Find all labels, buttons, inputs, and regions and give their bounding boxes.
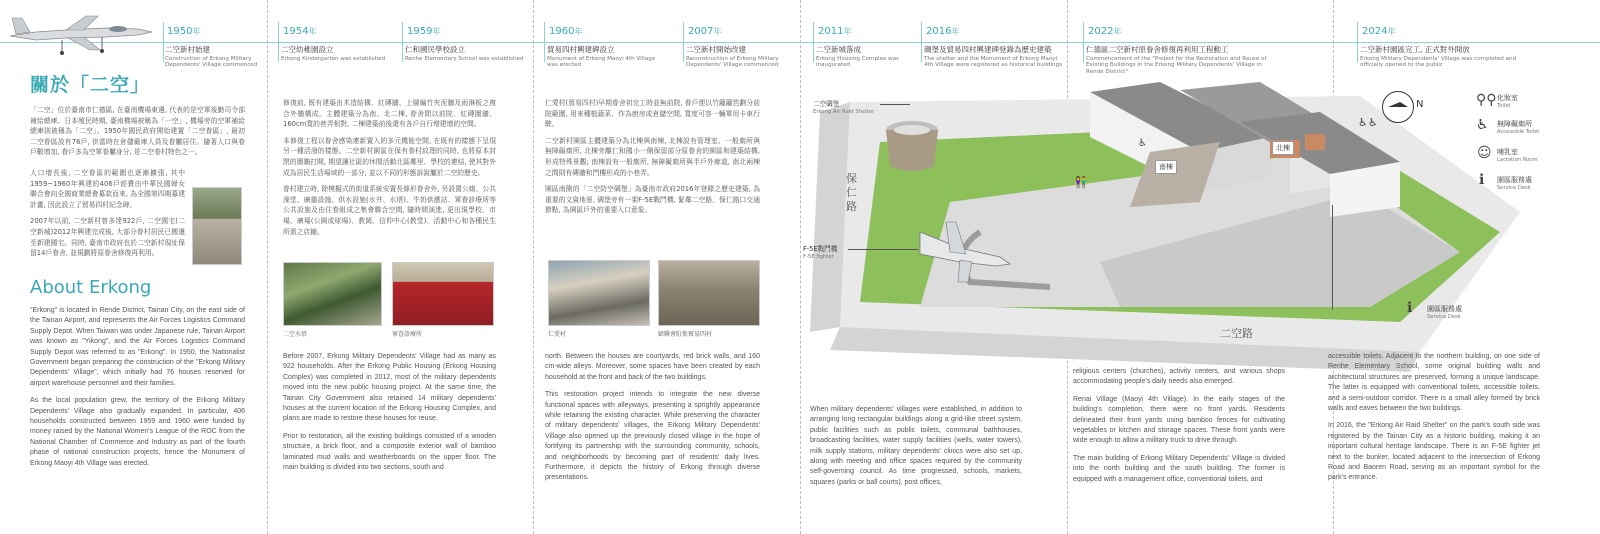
- timeline-year: 2024年: [1362, 26, 1396, 37]
- col2-en-p1: Before 2007, Erkong Military Dependents' Village had as many as 922 households. After the Erkong Public Housing (Erkong Housing Complex) was completed in 2012, most of the military dependents moved into the new public housing project. At the same time, the Tainan City Government also retained 14 military dependents' houses at the current location of the Erkong Housing Complex, and plans are made to restore these houses for reuse.: [283, 353, 496, 423]
- fighter-label: F-5E戰鬥機 F-5E fighter: [803, 245, 838, 260]
- timeline-event: 二空新村開始改建 Reconstruction of Erkong Military Dependents' Village commenced: [686, 45, 779, 69]
- toilet-icon: 👫: [1074, 176, 1088, 189]
- monument-photo: [192, 187, 242, 265]
- timeline-tick: [921, 22, 922, 62]
- renai-village-photo: [548, 260, 650, 326]
- about-zh-p2-wrap: [30, 168, 185, 265]
- timeline-tick: [813, 22, 814, 62]
- compass-icon: [1382, 91, 1414, 123]
- about-en-title: About Erkong: [30, 277, 152, 298]
- clinic-photo: [392, 262, 494, 326]
- legend-item: 園區服務處 Service Desk: [1497, 176, 1532, 191]
- col2-zh-p2: 本修復工程以眷舍感染連新置入的多元機能空間, 在既有的樣態下呈現另一種活潑的樣態。二空新村園區在保有眷村紋理的同時, 也將原本封閉的圍牆打開, 期望讓社區的休閒活動北區鄰里、學校的連結, 使其對外成為居民生活場域的一部分, 並以不同的形態訴說屬於二空的歷史。: [283, 136, 496, 177]
- col2-zh: [283, 98, 496, 243]
- about-zh-p3: 2007年以前, 二空新村曾多達922戶, 二空國宅(二空新城)2012年興建完成後, 大部分眷村居民已搬遷至新建國宅。同時, 臺南市政府也於二空新村現址保留14戶眷舍, 並規劃將原眷舍修復再利用。: [30, 217, 185, 258]
- col6-en: [1073, 367, 1285, 492]
- photo-caption: 婦聯會駐紮貿易四村: [658, 331, 713, 338]
- leader-line: [880, 104, 910, 105]
- fold-line: [267, 0, 268, 534]
- about-zh-section: [30, 70, 245, 164]
- fold-line: [533, 0, 534, 534]
- col5-en: [810, 405, 1022, 495]
- col6-en-p2: Renai Village (Maoyi 4th Village). In the early stages of the building's completion, there were no front yards. Residents delineated their front yards using bamboo fences for cultivating vegetables or kitchen and storage spaces. These front yards were wide enough to allow a military truck to drive through.: [1073, 395, 1285, 445]
- compass-north-label: N: [1416, 99, 1424, 110]
- legend-item: 無障礙廁所 Accessible Toilet: [1497, 120, 1540, 135]
- col3-zh-p1: 仁愛村(貿易四村)早期眷舍初完工時並無前院, 眷戶便以竹籬籬笆劃分前院範圍, 用來種植蔬菜、作為廚房或倉儲空間, 寬度可容一輛軍用卡車行駛。: [545, 99, 760, 129]
- leader-line: [848, 249, 918, 250]
- col2-zh-p1: 修復前, 既有建築由木造結構、紅磚牆、上層編竹夾泥牆及雨淋板之複合外牆構成。主體建築分為南、北二棟, 眷舍間以前院、紅磚圍牆、160cm寬的巷弄相對, 二棟建築前後還有各戶自行增建增的空間。: [283, 99, 496, 129]
- about-zh-p2: 人口增長後, 二空眷區的範圍也逐漸擴張, 其中1959~1960年興建的406戶經費由中華民國婦女聯合會向全國商業總會募款而來, 為全國第四期募建計畫, 因此設立了貿易四村紀念碑。: [30, 169, 185, 209]
- timeline-event: 貿易四村興建碑設立 Monument of Erkong Maoyi 4th Village was erected: [547, 45, 656, 69]
- timeline-year: 2022年: [1088, 26, 1122, 37]
- accessible-icon: ♿: [1138, 138, 1147, 149]
- col7-en: [1328, 352, 1540, 491]
- shelter-label: 二空碉堡 Erkong Air Raid Shelter: [813, 100, 875, 115]
- accessible-icon: ♿♿: [1358, 116, 1378, 129]
- timeline-tick: [402, 22, 403, 62]
- about-zh-title: 關於「二空」: [30, 74, 151, 96]
- legend-item: 哺乳室 Lactation Room: [1497, 148, 1538, 163]
- timeline-tick: [163, 22, 164, 62]
- timeline-tick: [1357, 22, 1358, 62]
- leader-line: [1332, 205, 1333, 310]
- timeline-tick: [278, 22, 279, 62]
- timeline-event: 仁德區二空新村原眷舍修復再利用工程動工 Commencement of the "Project for the Restoration and Reuse of Existing Buildings in the Erkong Military Dependents' Village in Rende District": [1086, 45, 1267, 75]
- timeline-year: 2016年: [926, 26, 960, 37]
- about-en-section: [30, 277, 245, 476]
- info-icon: ℹ: [1479, 172, 1485, 188]
- timeline-line: [0, 42, 1600, 43]
- timeline-year: 1960年: [549, 26, 583, 37]
- col3-zh-p2: 二空新村園區主體建築分為北棟與南棟, 北棟設有管理室、一般廁所與無障礙廁所, 北棟旁離仁和國小一側保留部分原眷舍的園區和建築結構, 形成特殊景觀; 南棟設有一般廁所, 無障礙廁所與半戶外廊道, 南北兩棟之間則有磚牆和門樓形成的小巷弄。: [545, 136, 760, 177]
- photo-caption: 仁愛村: [548, 331, 567, 338]
- service-desk-label: 園區服務處 Service Desk: [1427, 305, 1462, 320]
- col3-zh-p3: 園區南側的「二空防空碉堡」為臺南市政府2016年登錄之歷史建築, 為重要的文資地景, 碉堡旁有一架F-5E戰鬥機, 緊鄰二空路、保仁路口交通節點, 為園區戶外的重要入口意象。: [545, 185, 760, 215]
- photo-caption: 二空水塔: [283, 331, 308, 338]
- about-en-p2: As the local population grew, the territory of the Erkong Military Dependents' Village also gradually expanded. In particular, 406 households constructed between 1959 and 1960 were funded by money raised by the National Women's League of the ROC from the National Chamber of Commerce and Industry as part of the fourth phase of national construction projects, hence the Monument of Erkong Maoyi 4th Village was erected.: [30, 397, 245, 467]
- col6-en-p1: religious centers (churches), activity centers, and various shops accommodating people's daily needs also emerged.: [1073, 368, 1285, 386]
- info-icon: ℹ: [1407, 300, 1413, 316]
- jet-illustration: [6, 10, 156, 56]
- about-zh-p1: 「二空」位於臺南市仁德區, 在臺南機場東邊, 代表的是空軍後勤司令部補給總庫。日本殖民時期, 臺南機場被稱為「一空」, 機場旁的空軍補給總庫則被稱為「二空」。1950年國民政府開始建置「二空眷區」, 最初二空眷區設有76戶, 供當時在倉儲廠庫人員及眷屬居住。隨著人口與眷戶數增加, 眷戶多為空軍眷屬身分, 是二空眷村特色之一。: [30, 106, 245, 157]
- timeline-event: 二空幼稚園設立 Erkong Kindergarten was established: [281, 45, 386, 62]
- timeline-year: 1959年: [407, 26, 441, 37]
- col3-en: [545, 352, 760, 491]
- about-en-p1: "Erkong" is located in Rende District, Tainan City, on the east side of the Tainan Airport, and represents the Air Forces Logistics Command Supply Depot. When Taiwan was under Japanese rule, Tainan Airport was known as "Yikong", and the Air Forces Logistics Command Supply Depot was referred to as "Erkong". In 1950, the Nationalist Government began preparing the construction of the "Erkong Military Dependents' Village", which initially had 76 houses reserved for airport warehouse personnel and their families.: [30, 307, 245, 387]
- timeline-year: 2007年: [688, 26, 722, 37]
- womens-league-photo: [658, 260, 760, 326]
- timeline-event: 二空新村始建 Construction of Erkong Military Dependents' Village commenced: [165, 45, 258, 69]
- col2-en: [283, 352, 496, 480]
- accessible-icon: ♿: [1476, 117, 1489, 133]
- legend-item: 化妝室 Toilet: [1497, 94, 1518, 109]
- lactation-icon: ☺: [1477, 145, 1492, 161]
- timeline-year: 1950年: [167, 26, 201, 37]
- timeline-tick: [544, 22, 545, 62]
- north-building-label: 北棟: [1272, 141, 1294, 155]
- col3-en-p1: north. Between the houses are courtyards, red brick walls, and 160 cm-wide alleys. Moreover, some spaces have been created by each household at the front and back of the two buildings.: [545, 353, 760, 381]
- col3-zh: [545, 98, 760, 222]
- timeline-event: 碉堡及貿易四村興建碑登錄為歷史建築 The shelter and the Monument of Erkong Maoyi 4th Village were registered as historical buildings: [924, 45, 1063, 69]
- col5-en-p1: When military dependents' villages were established, in addition to arranging long rectangular buildings along a grid-like street system, public facilities such as public toilets, communal bathhouses, broadcasting facilities, water supply facilities (wells, water towers), milk supply stations, military dependents' clinics were also set up, along with meeting and office spaces required by the community self-governing council. As time progressed, schools, markets, squares (parks or ball courts), post offices,: [810, 406, 1022, 486]
- timeline-event: 二空新村園區完工, 正式對外開放 Erkong Military Dependents' Village was completed and officially opened to the public: [1360, 45, 1517, 69]
- col6-en-p3: The main building of Erkong Military Dependents' Village is divided into the north building and the south building. The former is equipped with a management office, conventional toilets, and: [1073, 454, 1285, 483]
- toilet-icon: ⚲⚲: [1476, 92, 1497, 108]
- col7-en-p1: accessible toilets. Adjacent to the northern building, on one side of Renhe Elementary School, some original building walls and architectural structures are preserved, forming a unique landscape. The latter is equipped with conventional toilets, accessible toilets, and a semi-outdoor corridor. There is a small alley formed by brick walls and eaves between the two buildings.: [1328, 353, 1540, 413]
- road-erkong: 二空路: [1220, 327, 1253, 340]
- photo-caption: 軍眷診療所: [392, 331, 423, 338]
- timeline-event: 二空新城落成 Erkong Housing Complex was inaugurated: [816, 45, 899, 69]
- timeline-tick: [683, 22, 684, 62]
- south-building-label: 南棟: [1155, 160, 1177, 174]
- col2-zh-p3: 眷村建立時, 除模擬式的街道系統安置長條形眷舍外, 另設置公廁、公共澡堂、廣播設施、供水設施(水井、水塔)、牛奶供應站、軍眷診療所等公共設施及由住眷組成之集會聯合空間, 隨時間演進, 更出現學校、市場、廣場(公園或球場)、教岡、信仰中心(教堂)、活動中心和各種民生所需之店鋪。: [283, 185, 496, 236]
- timeline-year: 1954年: [283, 26, 317, 37]
- water-tower-photo: [283, 262, 382, 326]
- col7-en-p2: In 2016, the "Erkong Air Raid Shelter" on the park's south side was registered by the Tainan City as a historic building, making it an important cultural heritage landscape. There is an F-5E fighter jet next to the bunker, located adjacent to the intersection of Erkong Road and Baoren Road, serving as an important symbol for the park's entrance.: [1328, 422, 1540, 482]
- timeline-year: 2011年: [818, 26, 852, 37]
- timeline-event: 仁和國民學校設立 Renhe Elementary School was established: [405, 45, 524, 62]
- col2-en-p2: Prior to restoration, all the existing buildings consisted of a wooden structure, a brick floor, and a composite exterior wall of bamboo laminated mud walls and weatherboards on the upper floor. The main building is divided into two sections, south and: [283, 432, 496, 472]
- road-baoren: 保仁路: [846, 172, 857, 213]
- col3-en-p2: This restoration project intends to integrate the new diverse functional spaces with alleyways, presenting a sprightly appearance while retaining the existing character. While preserving the character of military dependents' villages, the Erkong Military Dependents' Village also opened up the previously closed village in the hope of fortifying its partnership with the surrounding community, schools, and neighborhoods by becoming part of residents' daily lives. Furthermore, it depicts the history of Erkong through diverse presentations.: [545, 391, 760, 482]
- timeline-tick: [1083, 22, 1084, 62]
